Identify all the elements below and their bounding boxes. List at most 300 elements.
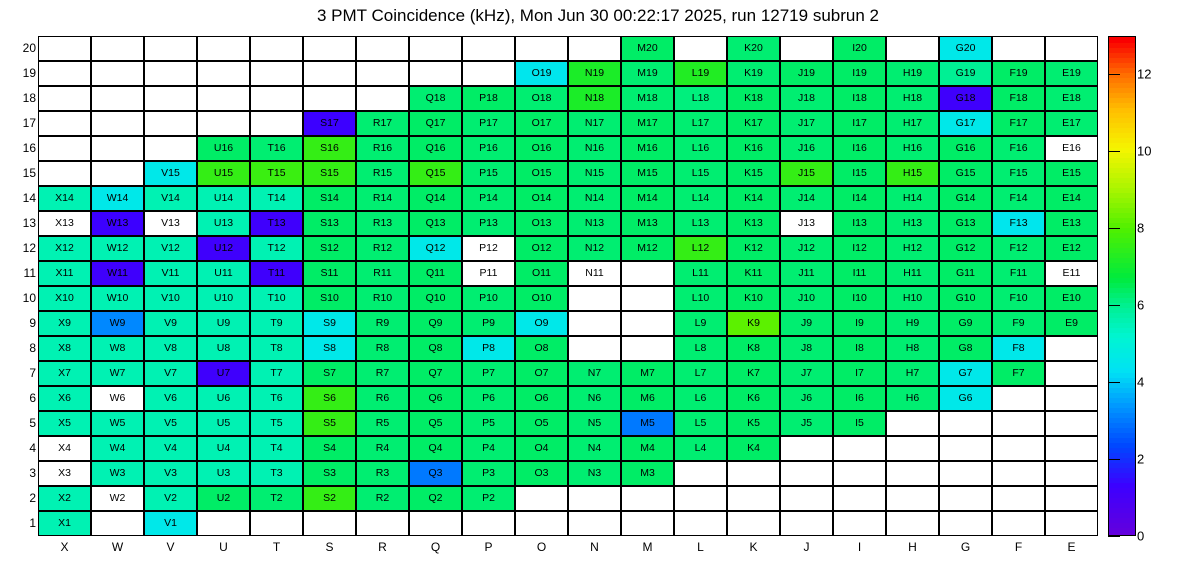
heatmap-cell: I15 xyxy=(833,161,886,186)
heatmap-cell-empty xyxy=(462,36,515,61)
heatmap-cell-empty xyxy=(91,86,144,111)
x-axis-tick-label: S xyxy=(325,540,334,554)
heatmap-cell: L6 xyxy=(674,386,727,411)
heatmap-plot xyxy=(22,36,1098,554)
heatmap-cell: I13 xyxy=(833,211,886,236)
heatmap-cell: F7 xyxy=(992,361,1045,386)
heatmap-cell-empty xyxy=(939,436,992,461)
x-axis-tick-label: W xyxy=(111,540,124,554)
heatmap-cell: I18 xyxy=(833,86,886,111)
heatmap-cell-empty xyxy=(91,136,144,161)
heatmap-cell: T10 xyxy=(250,286,303,311)
heatmap-cell-empty xyxy=(727,461,780,486)
heatmap-cell-empty xyxy=(992,436,1045,461)
x-axis-tick-label: X xyxy=(60,540,69,554)
y-axis-tick-label: 17 xyxy=(22,115,36,130)
heatmap-cell-empty xyxy=(409,36,462,61)
heatmap-cell: R17 xyxy=(356,111,409,136)
heatmap-cell: F11 xyxy=(992,261,1045,286)
heatmap-cell: F10 xyxy=(992,286,1045,311)
heatmap-cell: K11 xyxy=(727,261,780,286)
heatmap-cell: N19 xyxy=(568,61,621,86)
heatmap-cell: S3 xyxy=(303,461,356,486)
heatmap-cell: P5 xyxy=(462,411,515,436)
y-axis-tick-label: 7 xyxy=(29,365,36,380)
heatmap-cell-empty xyxy=(886,436,939,461)
heatmap-cell: X4 xyxy=(38,436,91,461)
heatmap-cell-empty xyxy=(144,111,197,136)
heatmap-cell: Q9 xyxy=(409,311,462,336)
heatmap-cell-empty xyxy=(992,461,1045,486)
heatmap-cell-empty xyxy=(568,486,621,511)
heatmap-cell: V2 xyxy=(144,486,197,511)
heatmap-cell: N17 xyxy=(568,111,621,136)
heatmap-cell: H10 xyxy=(886,286,939,311)
heatmap-cell: V6 xyxy=(144,386,197,411)
heatmap-cell: F12 xyxy=(992,236,1045,261)
heatmap-cell: T11 xyxy=(250,261,303,286)
y-axis-tick-label: 20 xyxy=(22,40,36,55)
heatmap-cell: L5 xyxy=(674,411,727,436)
x-axis-tick-label: J xyxy=(803,540,810,554)
x-axis-tick-label: V xyxy=(166,540,175,554)
heatmap-cell: H13 xyxy=(886,211,939,236)
colorbar-tick-mark xyxy=(1108,459,1120,460)
heatmap-cell-empty xyxy=(886,36,939,61)
heatmap-cell: R8 xyxy=(356,336,409,361)
heatmap-cell: M20 xyxy=(621,36,674,61)
heatmap-cell: E9 xyxy=(1045,311,1098,336)
heatmap-cell: K16 xyxy=(727,136,780,161)
heatmap-cell-empty xyxy=(197,61,250,86)
heatmap-cell: H12 xyxy=(886,236,939,261)
heatmap-cell-empty xyxy=(727,486,780,511)
y-axis-tick-label: 16 xyxy=(22,140,36,155)
heatmap-cell: W8 xyxy=(91,336,144,361)
heatmap-cell-empty xyxy=(568,311,621,336)
y-axis-tick-label: 5 xyxy=(29,415,36,430)
x-axis-tick-label: M xyxy=(642,540,653,554)
y-axis-tick-label: 15 xyxy=(22,165,36,180)
heatmap-cell: P8 xyxy=(462,336,515,361)
heatmap-cell: M14 xyxy=(621,186,674,211)
heatmap-cell-empty xyxy=(462,511,515,536)
heatmap-cell: V15 xyxy=(144,161,197,186)
heatmap-cell: F19 xyxy=(992,61,1045,86)
heatmap-cell: K9 xyxy=(727,311,780,336)
heatmap-cell: N4 xyxy=(568,436,621,461)
y-axis-tick-label: 8 xyxy=(29,340,36,355)
heatmap-cell: G16 xyxy=(939,136,992,161)
heatmap-cell: O11 xyxy=(515,261,568,286)
heatmap-cell: R10 xyxy=(356,286,409,311)
heatmap-cell-empty xyxy=(833,461,886,486)
heatmap-cell: P10 xyxy=(462,286,515,311)
heatmap-cell: T16 xyxy=(250,136,303,161)
y-axis-tick-label: 9 xyxy=(29,315,36,330)
heatmap-cell: T9 xyxy=(250,311,303,336)
x-axis-tick-label: F xyxy=(1014,540,1023,554)
heatmap-cell: I9 xyxy=(833,311,886,336)
heatmap-cell: L4 xyxy=(674,436,727,461)
heatmap-cell: U4 xyxy=(197,436,250,461)
heatmap-cell: N18 xyxy=(568,86,621,111)
heatmap-cell-empty xyxy=(144,36,197,61)
heatmap-cell: I20 xyxy=(833,36,886,61)
heatmap-cell-empty xyxy=(886,511,939,536)
colorbar-ticks xyxy=(1108,36,1188,544)
heatmap-cell: F13 xyxy=(992,211,1045,236)
heatmap-cell: G19 xyxy=(939,61,992,86)
heatmap-cell: W4 xyxy=(91,436,144,461)
heatmap-cell: M18 xyxy=(621,86,674,111)
heatmap-cell: T5 xyxy=(250,411,303,436)
heatmap-cell-empty xyxy=(939,411,992,436)
heatmap-cell-empty xyxy=(356,86,409,111)
y-axis-tick-label: 3 xyxy=(29,465,36,480)
heatmap-cell: L16 xyxy=(674,136,727,161)
heatmap-cell: L9 xyxy=(674,311,727,336)
heatmap-cell: I16 xyxy=(833,136,886,161)
heatmap-cell: O5 xyxy=(515,411,568,436)
heatmap-cell: X14 xyxy=(38,186,91,211)
heatmap-cell: S13 xyxy=(303,211,356,236)
heatmap-cell-empty xyxy=(409,61,462,86)
heatmap-cell: N3 xyxy=(568,461,621,486)
heatmap-cell: O17 xyxy=(515,111,568,136)
heatmap-cell: L12 xyxy=(674,236,727,261)
heatmap-cell: J10 xyxy=(780,286,833,311)
heatmap-cell: E12 xyxy=(1045,236,1098,261)
heatmap-cell-empty xyxy=(1045,336,1098,361)
heatmap-cell: G6 xyxy=(939,386,992,411)
heatmap-cell: R5 xyxy=(356,411,409,436)
heatmap-cell-empty xyxy=(38,161,91,186)
heatmap-cell: J13 xyxy=(780,211,833,236)
heatmap-cell: O16 xyxy=(515,136,568,161)
heatmap-cell-empty xyxy=(91,111,144,136)
heatmap-cell-empty xyxy=(568,36,621,61)
heatmap-cell: T15 xyxy=(250,161,303,186)
heatmap-cell: P3 xyxy=(462,461,515,486)
heatmap-cell-empty xyxy=(1045,386,1098,411)
heatmap-cell: G18 xyxy=(939,86,992,111)
heatmap-cell: K8 xyxy=(727,336,780,361)
heatmap-cell: L15 xyxy=(674,161,727,186)
heatmap-cell: J11 xyxy=(780,261,833,286)
heatmap-cell-empty xyxy=(303,86,356,111)
heatmap-cell-empty xyxy=(621,336,674,361)
heatmap-cell: O19 xyxy=(515,61,568,86)
heatmap-cell: X9 xyxy=(38,311,91,336)
heatmap-cell: P7 xyxy=(462,361,515,386)
heatmap-cell: U10 xyxy=(197,286,250,311)
heatmap-cell: S12 xyxy=(303,236,356,261)
heatmap-cell: Q18 xyxy=(409,86,462,111)
heatmap-cell: I17 xyxy=(833,111,886,136)
heatmap-cell: P16 xyxy=(462,136,515,161)
heatmap-cell-empty xyxy=(1045,436,1098,461)
heatmap-cell: G20 xyxy=(939,36,992,61)
heatmap-cell: N5 xyxy=(568,411,621,436)
heatmap-cell: R14 xyxy=(356,186,409,211)
heatmap-cell-empty xyxy=(38,111,91,136)
heatmap-cell: H16 xyxy=(886,136,939,161)
heatmap-cell-empty xyxy=(197,86,250,111)
heatmap-cell: J15 xyxy=(780,161,833,186)
heatmap-cell: G13 xyxy=(939,211,992,236)
heatmap-cell: E11 xyxy=(1045,261,1098,286)
heatmap-cell: U6 xyxy=(197,386,250,411)
heatmap-cell-empty xyxy=(939,461,992,486)
heatmap-cell: V1 xyxy=(144,511,197,536)
heatmap-cell-empty xyxy=(833,486,886,511)
heatmap-cell: M15 xyxy=(621,161,674,186)
colorbar-tick-label: 10 xyxy=(1137,143,1152,159)
heatmap-cell: X8 xyxy=(38,336,91,361)
heatmap-cell: W12 xyxy=(91,236,144,261)
heatmap-cell: H8 xyxy=(886,336,939,361)
heatmap-cell: M7 xyxy=(621,361,674,386)
heatmap-cell: I8 xyxy=(833,336,886,361)
heatmap-cell: P13 xyxy=(462,211,515,236)
heatmap-cell: M5 xyxy=(621,411,674,436)
heatmap-cell-empty xyxy=(515,486,568,511)
heatmap-cell: M13 xyxy=(621,211,674,236)
heatmap-cell: Q2 xyxy=(409,486,462,511)
x-axis-tick-label: N xyxy=(590,540,599,554)
heatmap-cell: G8 xyxy=(939,336,992,361)
heatmap-cell: Q11 xyxy=(409,261,462,286)
heatmap-cell: J5 xyxy=(780,411,833,436)
y-axis-tick-label: 4 xyxy=(29,440,36,455)
heatmap-cell-empty xyxy=(568,336,621,361)
page-title: 3 PMT Coincidence (kHz), Mon Jun 30 00:22:17 2025, run 12719 subrun 2 xyxy=(317,6,879,25)
heatmap-cell: O7 xyxy=(515,361,568,386)
y-axis-tick-label: 11 xyxy=(23,265,36,280)
heatmap-cell: T8 xyxy=(250,336,303,361)
heatmap-cell: S6 xyxy=(303,386,356,411)
heatmap-cell: J9 xyxy=(780,311,833,336)
heatmap-cell: R12 xyxy=(356,236,409,261)
heatmap-cell: O9 xyxy=(515,311,568,336)
colorbar-tick-label: 2 xyxy=(1137,451,1145,467)
heatmap-cell: N16 xyxy=(568,136,621,161)
heatmap-cell: S8 xyxy=(303,336,356,361)
heatmap-cell: S11 xyxy=(303,261,356,286)
heatmap-cell: S7 xyxy=(303,361,356,386)
heatmap-cell-empty xyxy=(833,511,886,536)
colorbar-tick-mark xyxy=(1108,74,1120,75)
heatmap-cell: U11 xyxy=(197,261,250,286)
heatmap-cell-empty xyxy=(833,436,886,461)
heatmap-cell: V13 xyxy=(144,211,197,236)
x-axis-tick-label: O xyxy=(536,540,547,554)
heatmap-cell-empty xyxy=(1045,36,1098,61)
heatmap-cell-empty xyxy=(91,511,144,536)
heatmap-cell-empty xyxy=(674,36,727,61)
heatmap-cell: J18 xyxy=(780,86,833,111)
heatmap-cell: L10 xyxy=(674,286,727,311)
heatmap-cell-empty xyxy=(250,511,303,536)
heatmap-cell: G15 xyxy=(939,161,992,186)
heatmap-cell-empty xyxy=(674,486,727,511)
heatmap-cell: Q4 xyxy=(409,436,462,461)
heatmap-cell: H6 xyxy=(886,386,939,411)
heatmap-cell: X11 xyxy=(38,261,91,286)
heatmap-cell: J14 xyxy=(780,186,833,211)
heatmap-cell: Q6 xyxy=(409,386,462,411)
heatmap-cell-empty xyxy=(303,36,356,61)
heatmap-cell-empty xyxy=(197,511,250,536)
heatmap-cell: V7 xyxy=(144,361,197,386)
heatmap-cell: U9 xyxy=(197,311,250,336)
heatmap-cell-empty xyxy=(409,511,462,536)
heatmap-cell-empty xyxy=(250,86,303,111)
heatmap-cell: P17 xyxy=(462,111,515,136)
heatmap-cell-empty xyxy=(356,36,409,61)
x-axis-tick-label: T xyxy=(272,540,281,554)
heatmap-cell: L14 xyxy=(674,186,727,211)
heatmap-cell: U14 xyxy=(197,186,250,211)
heatmap-cell-empty xyxy=(780,436,833,461)
heatmap-cell: G7 xyxy=(939,361,992,386)
heatmap-cell: X6 xyxy=(38,386,91,411)
x-axis-tick-label: U xyxy=(219,540,228,554)
heatmap-cell: E10 xyxy=(1045,286,1098,311)
heatmap-cell: K15 xyxy=(727,161,780,186)
heatmap-cell-empty xyxy=(356,61,409,86)
heatmap-cell: P14 xyxy=(462,186,515,211)
heatmap-cell-empty xyxy=(780,36,833,61)
heatmap-cell: S16 xyxy=(303,136,356,161)
heatmap-cell-empty xyxy=(939,486,992,511)
heatmap-cell: F18 xyxy=(992,86,1045,111)
heatmap-cell: W10 xyxy=(91,286,144,311)
heatmap-cell: S9 xyxy=(303,311,356,336)
x-axis-tick-label: G xyxy=(960,540,971,554)
heatmap-cell: O6 xyxy=(515,386,568,411)
heatmap-cell: H14 xyxy=(886,186,939,211)
heatmap-cell: E15 xyxy=(1045,161,1098,186)
heatmap-cell-empty xyxy=(91,61,144,86)
heatmap-cell: G17 xyxy=(939,111,992,136)
heatmap-cell: N14 xyxy=(568,186,621,211)
heatmap-cell: V9 xyxy=(144,311,197,336)
heatmap-cell: G14 xyxy=(939,186,992,211)
colorbar-tick-label: 4 xyxy=(1137,374,1145,390)
heatmap-cell: K13 xyxy=(727,211,780,236)
heatmap-cell: P2 xyxy=(462,486,515,511)
heatmap-cell: L18 xyxy=(674,86,727,111)
heatmap-cell: P15 xyxy=(462,161,515,186)
heatmap-cell: W6 xyxy=(91,386,144,411)
heatmap-cell-empty xyxy=(886,411,939,436)
y-axis-tick-label: 6 xyxy=(29,390,36,405)
heatmap-cell-empty xyxy=(780,511,833,536)
heatmap-cell: I6 xyxy=(833,386,886,411)
heatmap-cell: U8 xyxy=(197,336,250,361)
heatmap-cell: F16 xyxy=(992,136,1045,161)
y-axis-tick-label: 14 xyxy=(22,190,36,205)
heatmap-cell-empty xyxy=(992,411,1045,436)
heatmap-cell: U15 xyxy=(197,161,250,186)
heatmap-cell: Q13 xyxy=(409,211,462,236)
heatmap-cell: I5 xyxy=(833,411,886,436)
heatmap-cell: P9 xyxy=(462,311,515,336)
heatmap-cell: H11 xyxy=(886,261,939,286)
y-axis-tick-label: 12 xyxy=(22,240,36,255)
heatmap-cell: U5 xyxy=(197,411,250,436)
heatmap-cell: J12 xyxy=(780,236,833,261)
heatmap-cell-empty xyxy=(568,511,621,536)
heatmap-cell: W7 xyxy=(91,361,144,386)
heatmap-cell: G11 xyxy=(939,261,992,286)
heatmap-cell: Q5 xyxy=(409,411,462,436)
heatmap-cell: Q17 xyxy=(409,111,462,136)
heatmap-cell: M3 xyxy=(621,461,674,486)
heatmap-cell-empty xyxy=(250,111,303,136)
heatmap-cell: F9 xyxy=(992,311,1045,336)
heatmap-cell-empty xyxy=(1045,511,1098,536)
heatmap-cell xyxy=(621,261,674,286)
heatmap-cell: T7 xyxy=(250,361,303,386)
colorbar-tick-mark xyxy=(1108,536,1120,537)
heatmap-cell: H7 xyxy=(886,361,939,386)
heatmap-cell: K20 xyxy=(727,36,780,61)
heatmap-cell: W9 xyxy=(91,311,144,336)
heatmap-cell-empty xyxy=(38,36,91,61)
heatmap-cell: U7 xyxy=(197,361,250,386)
heatmap-cell: F14 xyxy=(992,186,1045,211)
heatmap-cell: H17 xyxy=(886,111,939,136)
heatmap-cells xyxy=(38,36,1098,536)
heatmap-cell-empty xyxy=(356,511,409,536)
heatmap-cell: T3 xyxy=(250,461,303,486)
heatmap-cell: V5 xyxy=(144,411,197,436)
heatmap-cell: H18 xyxy=(886,86,939,111)
heatmap-cell-empty xyxy=(886,486,939,511)
heatmap-cell: N12 xyxy=(568,236,621,261)
heatmap-cell: J16 xyxy=(780,136,833,161)
heatmap-cell-empty xyxy=(992,36,1045,61)
heatmap-cell: G12 xyxy=(939,236,992,261)
heatmap-cell-empty xyxy=(462,61,515,86)
heatmap-cell: K17 xyxy=(727,111,780,136)
colorbar-tick-mark xyxy=(1108,228,1120,229)
heatmap-cell-empty xyxy=(621,311,674,336)
x-axis-tick-label: E xyxy=(1067,540,1076,554)
heatmap-cell: T6 xyxy=(250,386,303,411)
heatmap-cell: Q3 xyxy=(409,461,462,486)
heatmap-cell: R3 xyxy=(356,461,409,486)
heatmap-cell: T2 xyxy=(250,486,303,511)
heatmap-cell: W3 xyxy=(91,461,144,486)
x-axis-tick-label: P xyxy=(484,540,493,554)
heatmap-cell: T12 xyxy=(250,236,303,261)
heatmap-cell: S14 xyxy=(303,186,356,211)
heatmap-cell: Q15 xyxy=(409,161,462,186)
heatmap-cell: K5 xyxy=(727,411,780,436)
heatmap-cell: Q12 xyxy=(409,236,462,261)
heatmap-cell: S15 xyxy=(303,161,356,186)
heatmap-cell: R2 xyxy=(356,486,409,511)
heatmap-cell: K4 xyxy=(727,436,780,461)
heatmap-cell: N6 xyxy=(568,386,621,411)
heatmap-cell: S5 xyxy=(303,411,356,436)
heatmap-cell-empty xyxy=(568,286,621,311)
heatmap-cell: J8 xyxy=(780,336,833,361)
